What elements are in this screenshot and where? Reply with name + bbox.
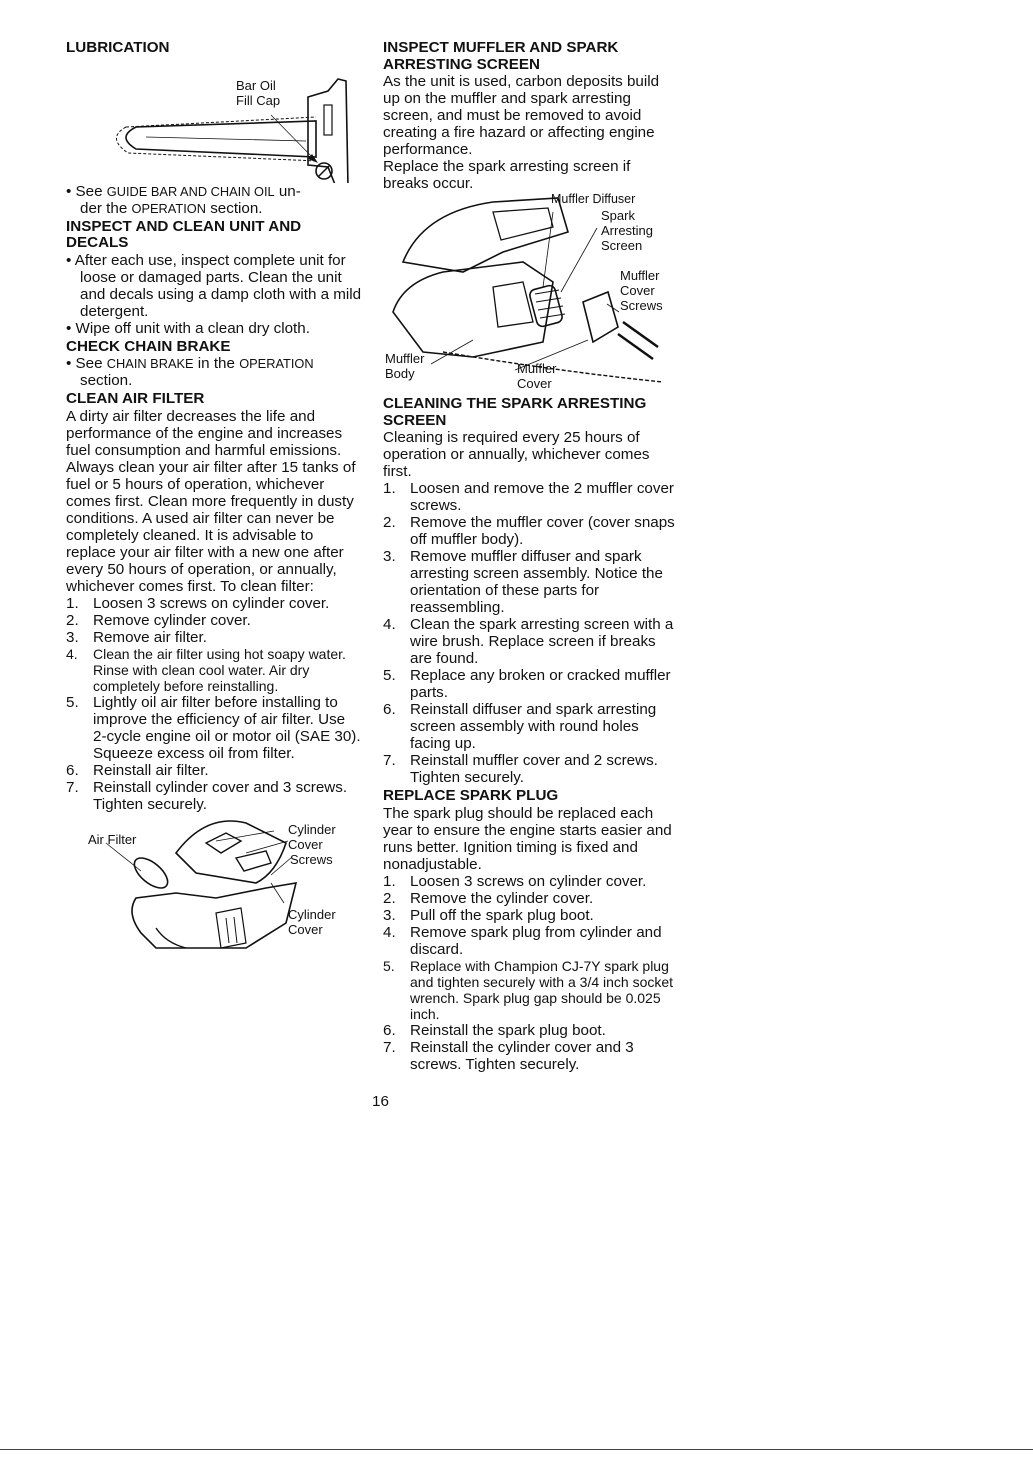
muffler-heading: INSPECT MUFFLER AND SPARK ARRESTING SCREEN bbox=[383, 39, 619, 73]
label-muffler-cover-screws: Cover bbox=[620, 283, 655, 298]
inspect-clean-heading: INSPECT AND CLEAN UNIT AND DECALS bbox=[66, 217, 302, 251]
muffler-figure bbox=[383, 192, 675, 394]
list-item: 2. Remove the muffler cover (cover snaps off muffler body). bbox=[383, 514, 675, 548]
label-cylinder-cover-screws: Cylinder bbox=[288, 821, 336, 837]
list-item: 2. Remove cylinder cover. bbox=[66, 611, 251, 629]
chain-brake-bullet: • See CHAIN BRAKE in the OPERATION section. bbox=[66, 355, 314, 389]
page-number: 16 bbox=[372, 1093, 389, 1110]
air-filter-heading: CLEAN AIR FILTER bbox=[66, 390, 205, 407]
label-muffler-cover-screws: Screws bbox=[620, 298, 663, 313]
list-item: 3. Remove air filter. bbox=[66, 628, 207, 646]
air-filter-figure bbox=[66, 813, 362, 953]
list-item: 1. Loosen and remove the 2 muffler cover screws. bbox=[383, 480, 674, 514]
label-muffler-cover: Cover bbox=[517, 376, 552, 391]
label-muffler-body: Body bbox=[385, 366, 415, 381]
list-item: 7. Reinstall cylinder cover and 3 screws. Tighten securely. bbox=[66, 778, 348, 813]
list-item: 7. Reinstall muffler cover and 2 screws. Tighten securely. bbox=[383, 752, 658, 786]
list-item: 3. Pull off the spark plug boot. bbox=[383, 906, 594, 924]
list-item: 4. Remove spark plug from cylinder and discard. bbox=[383, 923, 662, 958]
inspect-clean-bullet: • After each use, inspect complete unit for loose or damaged parts. Clean the unit and decals using a damp cloth with a mild detergent. bbox=[66, 251, 362, 320]
list-item: 7. Reinstall the cylinder cover and 3 screws. Tighten securely. bbox=[383, 1038, 634, 1073]
air-filter-steps bbox=[66, 595, 362, 813]
list-item: 4. Clean the air filter using hot soapy water. Rinse with clean cool water. Air dry completely before reinstalling. bbox=[66, 645, 346, 694]
label-cylinder-cover-screws: Cover bbox=[288, 836, 323, 852]
lubrication-figure bbox=[66, 57, 362, 183]
spark-plug-heading: REPLACE SPARK PLUG bbox=[383, 787, 559, 804]
muffler-text-2: Replace the spark arresting screen if breaks occur. bbox=[383, 158, 631, 192]
label-fill-cap: Fill Cap bbox=[236, 92, 281, 108]
chain-brake-heading: CHECK CHAIN BRAKE bbox=[66, 337, 231, 355]
label-muffler-cover-screws: Muffler bbox=[620, 268, 660, 283]
list-item: 6. Reinstall diffuser and spark arresting screen assembly with round holes facing up. bbox=[383, 701, 657, 752]
label-air-filter: Air Filter bbox=[88, 831, 137, 847]
label-spark-arresting-screen: Spark bbox=[601, 208, 635, 223]
list-item: 1. Loosen 3 screws on cylinder cover. bbox=[66, 594, 330, 612]
label-cylinder-cover-screws: Screws bbox=[290, 851, 333, 867]
list-item: 5. Replace with Champion CJ-7Y spark plug and tighten securely with a 3/4 inch socket wrench. Spark plug gap should be 0.025 inch. bbox=[383, 957, 674, 1022]
label-muffler-body: Muffler bbox=[385, 351, 425, 366]
label-cylinder-cover: Cylinder bbox=[288, 906, 336, 922]
cleaning-spark-intro: Cleaning is required every 25 hours of operation or annually, whichever comes first. bbox=[383, 429, 650, 480]
lubrication-bullet: • See GUIDE BAR AND CHAIN OIL un- der the OPERATION section. bbox=[66, 182, 301, 217]
list-item: 3. Remove muffler diffuser and spark arresting screen assembly. Notice the orientation of these parts for reassembling. bbox=[383, 548, 663, 616]
page-bottom-rule bbox=[0, 1449, 1033, 1450]
list-item: 6. Reinstall air filter. bbox=[66, 761, 209, 779]
left-column bbox=[66, 38, 362, 953]
air-filter-intro: A dirty air filter decreases the life and performance of the engine and increases fuel consumption and harmful emissions. Always clean your air filter after 15 tanks of fuel or 5 hours of operation, whichever comes first. Clean more frequently in dusty conditions. A used air filter can never be completely cleaned. It is advisable to replace your air filter with a new one after every 50 hours of operation, or annually, whichever comes first. To clean filter: bbox=[66, 407, 356, 595]
cleaning-spark-heading: CLEANING THE SPARK ARRESTING SCREEN bbox=[383, 395, 647, 429]
label-cylinder-cover: Cover bbox=[288, 921, 323, 937]
spark-plug-steps bbox=[383, 873, 675, 1073]
list-item: 4. Clean the spark arresting screen with a wire brush. Replace screen if breaks are found. bbox=[383, 616, 674, 667]
list-item: 5. Replace any broken or cracked muffler parts. bbox=[383, 667, 671, 701]
guide-bar-illustration bbox=[66, 57, 362, 183]
muffler-text: As the unit is used, carbon deposits build up on the muffler and spark arresting screen, and must be removed to avoid creating a fire hazard or affecting engine performance. bbox=[383, 73, 660, 158]
label-muffler-diffuser: Muffler Diffuser bbox=[551, 192, 636, 206]
label-bar-oil: Bar Oil bbox=[236, 77, 276, 93]
list-item: 6. Reinstall the spark plug boot. bbox=[383, 1021, 606, 1039]
spark-plug-intro: The spark plug should be replaced each year to ensure the engine starts easier and runs better. Ignition timing is fixed and nonadjustable. bbox=[383, 804, 672, 873]
label-muffler-cover: Muffler bbox=[517, 361, 557, 376]
label-spark-arresting-screen: Arresting bbox=[601, 223, 654, 238]
label-spark-arresting-screen: Screen bbox=[601, 238, 643, 253]
lubrication-heading: LUBRICATION bbox=[66, 39, 170, 56]
cleaning-spark-steps bbox=[383, 480, 675, 786]
list-item: 5. Lightly oil air filter before installing to improve the efficiency of air filter. Use 2-cycle engine oil or motor oil (SAE 30). Squeeze excess oil from filter. bbox=[66, 693, 361, 762]
right-column bbox=[383, 38, 675, 1073]
inspect-clean-bullet: • Wipe off unit with a clean dry cloth. bbox=[66, 319, 310, 337]
list-item: 2. Remove the cylinder cover. bbox=[383, 889, 594, 907]
list-item: 1. Loosen 3 screws on cylinder cover. bbox=[383, 872, 647, 890]
